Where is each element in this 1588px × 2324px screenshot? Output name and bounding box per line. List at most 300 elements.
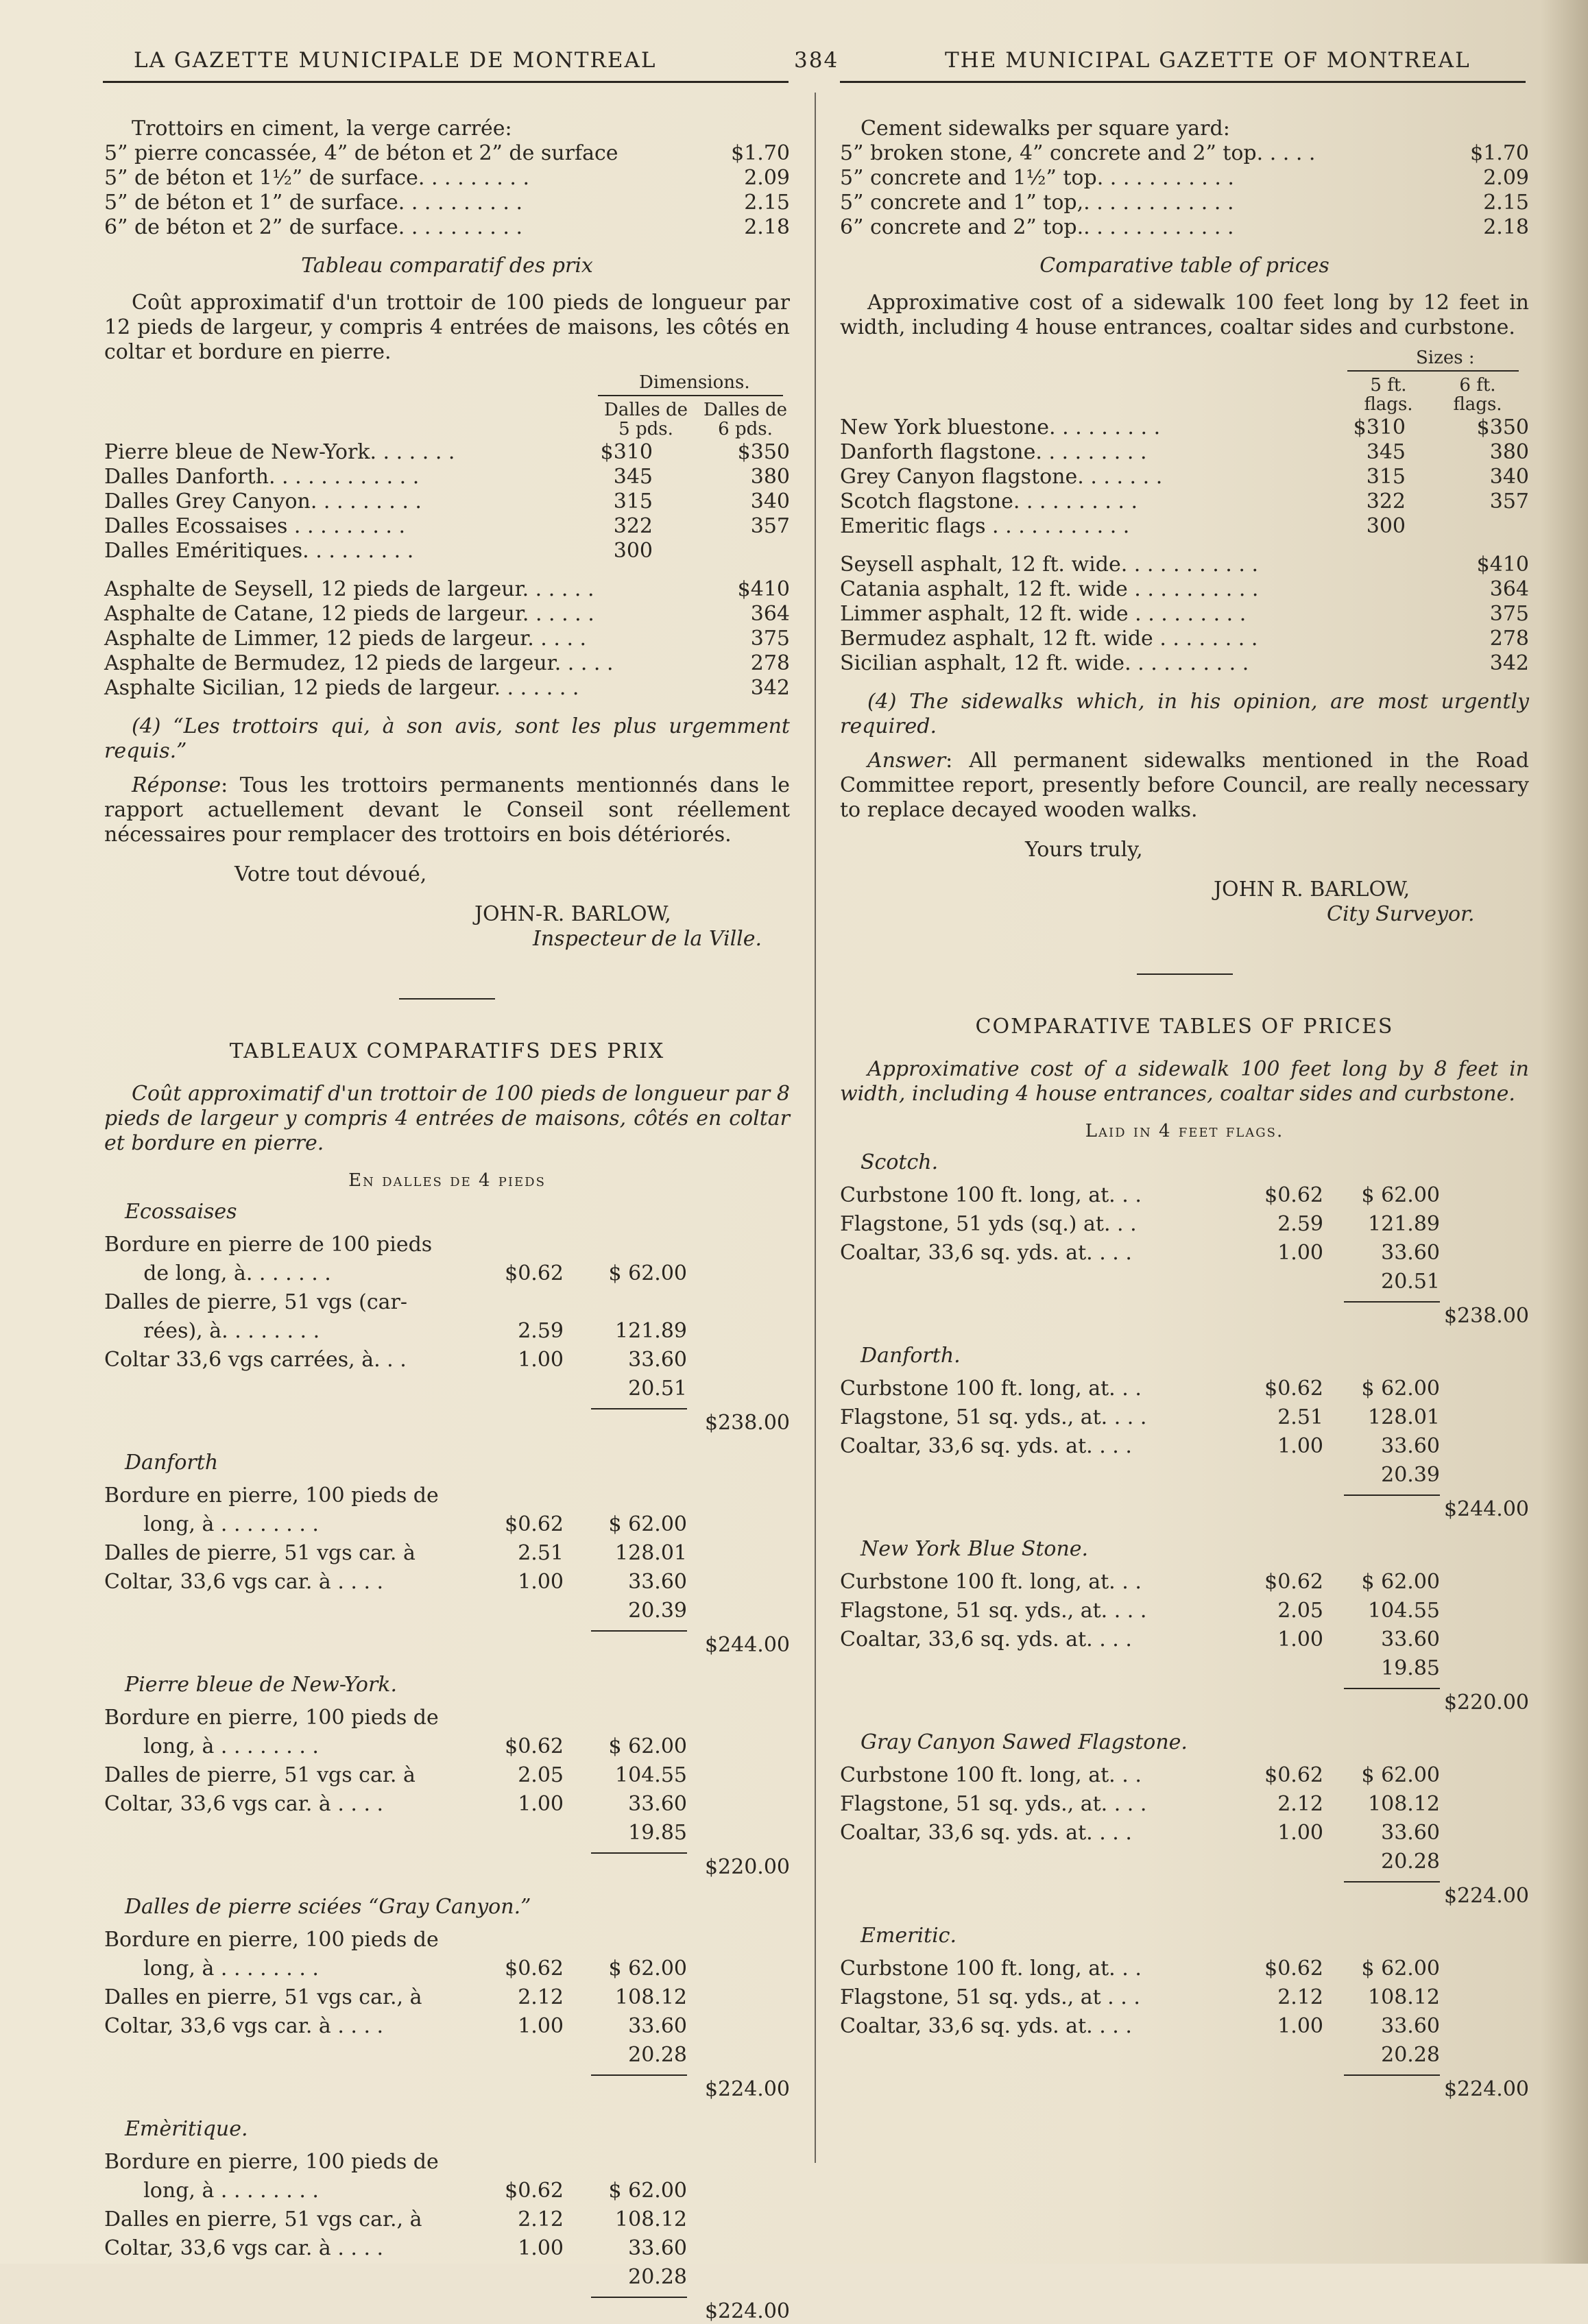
price-row-rate: 1.00 <box>1277 1434 1323 1458</box>
header-right-title: THE MUNICIPAL GAZETTE OF MONTREAL <box>945 48 1471 73</box>
price-row-rate: $0.62 <box>505 1261 564 1285</box>
price-row-rate: 1.00 <box>518 2236 564 2260</box>
stone-row-label: Dalles Grey Canyon. . . . . . . . . <box>104 489 422 513</box>
cement-row-value: 2.18 <box>744 215 790 239</box>
closing: Votre tout dévoué, <box>234 862 427 886</box>
english-column <box>840 117 1529 2099</box>
price-row <box>840 1241 1529 1270</box>
price-group-name: Emeritic. <box>861 1924 957 1948</box>
price-row-label: de long, à. . . . . . . <box>104 1261 331 1285</box>
price-row <box>104 2014 790 2043</box>
price-row-rate: 2.59 <box>518 1319 564 1343</box>
price-row <box>104 1290 790 1319</box>
price-group-name: Danforth. <box>861 1344 961 1368</box>
price-row <box>840 1405 1529 1434</box>
stone-row-b: 380 <box>1489 440 1529 464</box>
price-row-label: Coltar, 33,6 vgs car. à . . . . <box>104 2014 384 2038</box>
asphalt-row-label: Seysell asphalt, 12 ft. wide. . . . . . . . . . . <box>840 553 1258 577</box>
price-row <box>104 1599 790 1627</box>
price-row-label: Coltar, 33,6 vgs car. à . . . . <box>104 1792 384 1816</box>
cement-row-value: 2.15 <box>1483 191 1529 215</box>
price-group <box>840 1924 1529 2099</box>
price-group <box>840 1344 1529 1519</box>
price-total: $224.00 <box>704 2299 790 2323</box>
price-group-name: Pierre bleue de New-York. <box>125 1673 398 1697</box>
section-rule <box>1137 973 1233 975</box>
price-row <box>104 1792 790 1821</box>
asphalt-row-value: 342 <box>1489 651 1529 675</box>
price-row <box>104 1957 790 1985</box>
price-row-rate: 2.59 <box>1277 1212 1323 1236</box>
price-row-label: rées), à. . . . . . . . <box>104 1319 320 1343</box>
price-row <box>840 1627 1529 1656</box>
stone-row-label: Scotch flagstone. . . . . . . . . . <box>840 489 1138 513</box>
price-row-amount: 104.55 <box>1368 1599 1440 1623</box>
price-total-row <box>840 1492 1529 1519</box>
price-total: $224.00 <box>1443 2077 1529 2101</box>
price-row-amount: $ 62.00 <box>608 1261 687 1285</box>
comparative-heading: Comparative table of prices <box>1039 254 1330 278</box>
stone-row-a: 300 <box>613 539 653 563</box>
price-total: $220.00 <box>1443 1691 1529 1715</box>
asphalt-row-value: 375 <box>750 627 790 651</box>
asphalt-row-value: 278 <box>750 651 790 675</box>
dimensions-label: Dimensions. <box>639 372 750 393</box>
cement-row-label: 5” pierre concassée, 4” de béton et 2” de surface <box>104 141 618 165</box>
sum-rule <box>591 2074 687 2076</box>
cement-row-label: 5” de béton et 1” de surface. . . . . . . . . . <box>104 191 522 215</box>
price-row-rate: 2.05 <box>1277 1599 1323 1623</box>
answer-text: : Tous les trottoirs permanents mentionnés dans le rapport actuellement devant le Conseil sont réellement nécessaires pour remplacer des trottoirs en bois détériorés. <box>104 773 790 847</box>
price-row <box>104 2207 790 2236</box>
price-total: $224.00 <box>704 2077 790 2101</box>
price-group <box>840 1150 1529 1326</box>
sum-rule <box>1344 2074 1440 2076</box>
answer-label: Answer <box>867 749 946 773</box>
price-row-rate: 2.05 <box>518 1763 564 1787</box>
stone-row-b: 357 <box>750 514 790 538</box>
price-group-name: Emèritique. <box>125 2117 248 2141</box>
price-row-label: Coltar, 33,6 vgs car. à . . . . <box>104 2236 384 2260</box>
price-groups <box>840 1150 1529 2099</box>
price-group-name: Ecossaises <box>125 1200 237 1224</box>
price-row-rate: 1.00 <box>518 1792 564 1816</box>
asphalt-row-value: 364 <box>750 602 790 626</box>
price-row-label: Bordure en pierre, 100 pieds de <box>104 1706 439 1730</box>
price-row-rate: 1.00 <box>1277 1627 1323 1651</box>
price-row-rate: 1.00 <box>1277 1821 1323 1845</box>
signature: JOHN-R. BARLOW, <box>474 902 671 926</box>
stone-row-label: New York bluestone. . . . . . . . . <box>840 415 1161 439</box>
price-row-rate: $0.62 <box>505 1734 564 1758</box>
asphalt-list <box>104 577 790 701</box>
price-row-amount: 33.60 <box>628 2236 687 2260</box>
price-row-amount: 33.60 <box>1381 1434 1440 1458</box>
price-row-rate: $0.62 <box>1264 1763 1323 1787</box>
column-divider <box>815 93 816 2163</box>
sum-rule <box>591 1630 687 1632</box>
stone-row-b: 340 <box>750 489 790 513</box>
tables-intro: Approximative cost of a sidewalk 100 feet long by 8 feet in width, including 4 house entrances, coaltar sides and curbstone. <box>840 1057 1529 1106</box>
price-row <box>104 2265 790 2294</box>
asphalt-row-label: Asphalte de Bermudez, 12 pieds de largeur. . . . . <box>104 651 614 675</box>
price-row <box>840 1821 1529 1850</box>
price-row-rate: 1.00 <box>518 2014 564 2038</box>
price-row-amount: 33.60 <box>628 1348 687 1372</box>
answer-label: Réponse <box>132 773 221 797</box>
price-group-name: Danforth <box>125 1451 219 1475</box>
price-row-amount: 33.60 <box>1381 1241 1440 1265</box>
cement-row-value: 2.18 <box>1483 215 1529 239</box>
header-left-title: LA GAZETTE MUNICIPALE DE MONTREAL <box>134 48 657 73</box>
price-group <box>104 1895 790 2099</box>
header-rule-right <box>840 81 1526 83</box>
price-row-rate: 1.00 <box>518 1348 564 1372</box>
closing: Yours truly, <box>1025 838 1143 862</box>
stone-row-a: 322 <box>613 514 653 538</box>
price-total-row <box>104 1850 790 1877</box>
price-row-label: Dalles en pierre, 51 vgs car., à <box>104 2207 422 2231</box>
price-row-amount: $ 62.00 <box>1361 1570 1440 1594</box>
price-row-label: Dalles en pierre, 51 vgs car., à <box>104 1985 422 2009</box>
stone-row-a: 315 <box>1366 465 1406 489</box>
price-row-amount: 20.39 <box>628 1599 687 1623</box>
price-row-amount: 20.28 <box>1381 1850 1440 1874</box>
question-4: (4) “Les trottoirs qui, à son avis, sont les plus urgemment requis.” <box>104 714 790 763</box>
sum-rule <box>591 2297 687 2298</box>
cement-title: Cement sidewalks per square yard: <box>861 117 1230 141</box>
price-total-row <box>104 2072 790 2099</box>
price-row-label: long, à . . . . . . . . <box>104 1512 319 1536</box>
price-row-amount: $ 62.00 <box>608 1957 687 1981</box>
price-row-label: Bordure en pierre, 100 pieds de <box>104 2150 439 2174</box>
price-row-label: Curbstone 100 ft. long, at. . . <box>840 1377 1142 1401</box>
price-row-rate: 2.51 <box>518 1541 564 1565</box>
sum-rule <box>1344 1688 1440 1689</box>
dimensions-col1: 5 ft. flags. <box>1364 375 1413 415</box>
stone-row-label: Pierre bleue de New-York. . . . . . . <box>104 440 455 464</box>
price-row <box>840 1763 1529 1792</box>
section-rule <box>399 998 495 1000</box>
price-total: $224.00 <box>1443 1884 1529 1908</box>
price-row-label: Bordure en pierre, 100 pieds de <box>104 1928 439 1952</box>
price-row-amount: 33.60 <box>1381 1627 1440 1651</box>
price-total-row <box>840 2072 1529 2099</box>
asphalt-row-value: 342 <box>750 676 790 700</box>
price-row-label: Curbstone 100 ft. long, at. . . <box>840 1957 1142 1981</box>
price-row-amount: 121.89 <box>615 1319 687 1343</box>
price-group-name: Gray Canyon Sawed Flagstone. <box>861 1730 1188 1754</box>
cement-row-label: 5” concrete and 1½” top. . . . . . . . . . . <box>840 166 1234 190</box>
price-row-amount: 33.60 <box>1381 2014 1440 2038</box>
french-column <box>104 117 790 2321</box>
price-row-label: Flagstone, 51 sq. yds., at. . . . <box>840 1599 1147 1623</box>
price-group <box>104 1451 790 1655</box>
price-row-label: Flagstone, 51 sq. yds., at . . . <box>840 1985 1140 2009</box>
stone-row-a: $310 <box>1353 415 1406 439</box>
price-row <box>104 1985 790 2014</box>
stone-row-a: 315 <box>613 489 653 513</box>
cement-list <box>104 141 790 240</box>
price-row-amount: 33.60 <box>628 1570 687 1594</box>
price-group <box>840 1537 1529 1715</box>
stone-row-a: $310 <box>600 440 653 464</box>
cement-row-value: 2.09 <box>1483 166 1529 190</box>
stone-row-a: 345 <box>1366 440 1406 464</box>
price-row-rate: 2.51 <box>1277 1405 1323 1429</box>
price-row-amount: 20.28 <box>628 2043 687 2067</box>
signature-title: City Surveyor. <box>1327 902 1475 926</box>
stone-row-b: $350 <box>1476 415 1529 439</box>
sum-rule <box>1344 1494 1440 1496</box>
asphalt-row-value: $410 <box>1476 553 1529 577</box>
comparative-paragraph: Coût approximatif d'un trottoir de 100 pieds de longueur par 12 pieds de largeur, y compris 4 entrées de maisons, les côtés en coltar et bordure en pierre. <box>104 291 790 364</box>
sum-rule <box>591 1408 687 1409</box>
dimensions-brace <box>1347 370 1519 372</box>
price-row-amount: 33.60 <box>1381 1821 1440 1845</box>
price-total: $244.00 <box>704 1633 790 1657</box>
price-row <box>840 1570 1529 1599</box>
price-row-rate: $0.62 <box>505 2179 564 2203</box>
price-row <box>104 1233 790 1261</box>
stone-row-a: 322 <box>1366 489 1406 513</box>
price-row-label: Coltar, 33,6 vgs car. à . . . . <box>104 1570 384 1594</box>
stone-row-label: Grey Canyon flagstone. . . . . . . <box>840 465 1163 489</box>
cement-row-label: 5” de béton et 1½” de surface. . . . . . . . . <box>104 166 529 190</box>
price-row-amount: 20.39 <box>1381 1463 1440 1487</box>
price-row-rate: $0.62 <box>505 1957 564 1981</box>
price-row-rate: 2.12 <box>518 2207 564 2231</box>
price-total: $244.00 <box>1443 1497 1529 1521</box>
stone-row-b: $350 <box>737 440 790 464</box>
asphalt-row-label: Asphalte de Seysell, 12 pieds de largeur. . . . . . <box>104 577 594 601</box>
price-row-rate: $0.62 <box>1264 1377 1323 1401</box>
price-row <box>840 1270 1529 1298</box>
tables-heading: TABLEAUX COMPARATIFS DES PRIX <box>229 1039 665 1063</box>
price-row-label: Coaltar, 33,6 sq. yds. at. . . . <box>840 2014 1132 2038</box>
price-row-label: Dalles de pierre, 51 vgs (car- <box>104 1290 408 1314</box>
price-row-label: long, à . . . . . . . . <box>104 2179 319 2203</box>
price-row <box>840 1957 1529 1985</box>
price-row-label: Curbstone 100 ft. long, at. . . <box>840 1570 1142 1594</box>
price-row-label: Dalles de pierre, 51 vgs car. à <box>104 1541 416 1565</box>
price-row-amount: 128.01 <box>615 1541 687 1565</box>
stone-row-b: 357 <box>1489 489 1529 513</box>
price-row <box>840 2014 1529 2043</box>
price-row-amount: 20.51 <box>1381 1270 1440 1294</box>
price-row-amount: 108.12 <box>1368 1985 1440 2009</box>
price-row-amount: 19.85 <box>628 1821 687 1845</box>
price-row-amount: 20.28 <box>1381 2043 1440 2067</box>
cement-row-value: 2.09 <box>744 166 790 190</box>
asphalt-row-label: Sicilian asphalt, 12 ft. wide. . . . . . . . . . <box>840 651 1249 675</box>
asphalt-row-value: $410 <box>737 577 790 601</box>
price-row-rate: 1.00 <box>1277 1241 1323 1265</box>
dimensions-col2: 6 ft. flags. <box>1453 375 1502 415</box>
cement-title: Trottoirs en ciment, la verge carrée: <box>132 117 512 141</box>
price-row-rate: 1.00 <box>518 1570 564 1594</box>
price-row <box>104 2179 790 2207</box>
tables-heading: COMPARATIVE TABLES OF PRICES <box>975 1015 1394 1039</box>
price-row-label: Dalles de pierre, 51 vgs car. à <box>104 1763 416 1787</box>
asphalt-row-label: Bermudez asphalt, 12 ft. wide . . . . . . . . <box>840 627 1258 651</box>
price-row <box>104 1261 790 1290</box>
asphalt-row-value: 278 <box>1489 627 1529 651</box>
price-row <box>840 1599 1529 1627</box>
flags-heading: Laid in 4 feet flags. <box>1085 1121 1284 1141</box>
price-row-amount: 108.12 <box>615 2207 687 2231</box>
price-row <box>104 1377 790 1405</box>
price-row-amount: 108.12 <box>615 1985 687 2009</box>
price-row-amount: $ 62.00 <box>1361 1183 1440 1207</box>
price-row <box>104 1928 790 1957</box>
price-row <box>840 1434 1529 1463</box>
price-total: $220.00 <box>704 1855 790 1879</box>
price-row-amount: 20.51 <box>628 1377 687 1401</box>
stone-list <box>840 415 1529 539</box>
stone-row-label: Dalles Ecossaises . . . . . . . . . <box>104 514 406 538</box>
price-row <box>104 1734 790 1763</box>
price-row-label: Coaltar, 33,6 sq. yds. at. . . . <box>840 1821 1132 1845</box>
price-row <box>840 1212 1529 1241</box>
price-row <box>104 1570 790 1599</box>
price-row <box>104 1319 790 1348</box>
price-row <box>840 1850 1529 1878</box>
price-row <box>840 1377 1529 1405</box>
price-row <box>104 2150 790 2179</box>
price-row-rate: 1.00 <box>1277 2014 1323 2038</box>
sum-rule <box>1344 1881 1440 1883</box>
asphalt-row-value: 375 <box>1489 602 1529 626</box>
answer-paragraph <box>840 749 1529 823</box>
flags-heading: En dalles de 4 pieds <box>348 1170 546 1191</box>
comparative-paragraph: Approximative cost of a sidewalk 100 feet long by 12 feet in width, including 4 house entrances, coaltar sides and curbstone. <box>840 291 1529 339</box>
price-row-amount: 104.55 <box>615 1763 687 1787</box>
price-row-amount: 20.28 <box>628 2265 687 2289</box>
price-total-row <box>104 2294 790 2321</box>
price-total-row <box>840 1685 1529 1715</box>
price-row <box>104 1484 790 1512</box>
stone-row-b: 340 <box>1489 465 1529 489</box>
price-row-amount: 33.60 <box>628 2014 687 2038</box>
signature: JOHN R. BARLOW, <box>1214 877 1410 901</box>
signature-title: Inspecteur de la Ville. <box>533 927 762 951</box>
asphalt-row-label: Asphalte de Limmer, 12 pieds de largeur. . . . . <box>104 627 587 651</box>
sum-rule <box>591 1852 687 1854</box>
price-row-label: Coaltar, 33,6 sq. yds. at. . . . <box>840 1627 1132 1651</box>
price-row-label: Curbstone 100 ft. long, at. . . <box>840 1763 1142 1787</box>
price-row-amount: 33.60 <box>628 1792 687 1816</box>
price-total-row <box>104 1405 790 1433</box>
stone-list <box>104 440 790 564</box>
price-row-label: Coaltar, 33,6 sq. yds. at. . . . <box>840 1241 1132 1265</box>
cement-row-label: 6” concrete and 2” top.. . . . . . . . . . . . <box>840 215 1234 239</box>
cement-row-label: 5” broken stone, 4” concrete and 2” top. . . . . <box>840 141 1316 165</box>
question-4: (4) The sidewalks which, in his opinion, are most urgently required. <box>840 690 1529 738</box>
cement-row-label: 5” concrete and 1” top,. . . . . . . . . . . . <box>840 191 1234 215</box>
price-row <box>104 1821 790 1850</box>
price-row-label: Flagstone, 51 sq. yds., at. . . . <box>840 1792 1147 1816</box>
price-total-row <box>840 1298 1529 1326</box>
stone-row-a: 300 <box>1366 514 1406 538</box>
price-row <box>104 1541 790 1570</box>
price-row-label: Bordure en pierre, 100 pieds de <box>104 1484 439 1508</box>
price-group-name: Scotch. <box>861 1150 939 1174</box>
tables-intro: Coût approximatif d'un trottoir de 100 pieds de longueur par 8 pieds de largeur y compris 4 entrées de maisons, côtés en coltar et bordure en pierre. <box>104 1082 790 1155</box>
price-row-amount: 108.12 <box>1368 1792 1440 1816</box>
price-row-amount: $ 62.00 <box>608 1512 687 1536</box>
price-groups <box>104 1200 790 2321</box>
asphalt-row-label: Asphalte Sicilian, 12 pieds de largeur. . . . . . . <box>104 676 579 700</box>
cement-list <box>840 141 1529 240</box>
price-total-row <box>840 1878 1529 1906</box>
asphalt-row-label: Limmer asphalt, 12 ft. wide . . . . . . . . . <box>840 602 1247 626</box>
price-row-rate: 2.12 <box>1277 1792 1323 1816</box>
cement-row-value: $1.70 <box>1470 141 1529 165</box>
price-row <box>104 2236 790 2265</box>
price-row-rate: $0.62 <box>1264 1570 1323 1594</box>
stone-row-label: Emeritic flags . . . . . . . . . . . <box>840 514 1130 538</box>
price-row <box>840 1463 1529 1492</box>
price-total: $238.00 <box>704 1411 790 1435</box>
stone-row-a: 345 <box>613 465 653 489</box>
cement-row-value: 2.15 <box>744 191 790 215</box>
price-row <box>104 1706 790 1734</box>
price-row <box>104 2043 790 2072</box>
stone-row-b: 380 <box>750 465 790 489</box>
price-row-rate: 2.12 <box>1277 1985 1323 2009</box>
price-row <box>840 2043 1529 2072</box>
comparative-heading: Tableau comparatif des prix <box>301 254 593 278</box>
price-row <box>840 1183 1529 1212</box>
price-row-rate: $0.62 <box>1264 1957 1323 1981</box>
stone-row-label: Dalles Danforth. . . . . . . . . . . . <box>104 465 420 489</box>
cement-row-label: 6” de béton et 2” de surface. . . . . . . . . . <box>104 215 522 239</box>
price-row-label: Flagstone, 51 sq. yds., at. . . . <box>840 1405 1147 1429</box>
price-row <box>104 1763 790 1792</box>
dimensions-brace <box>598 395 783 396</box>
price-group <box>104 1200 790 1433</box>
price-row-label: long, à . . . . . . . . <box>104 1734 319 1758</box>
asphalt-row-label: Catania asphalt, 12 ft. wide . . . . . . . . . . <box>840 577 1259 601</box>
price-row <box>840 1985 1529 2014</box>
dimensions-label: Sizes : <box>1416 348 1475 368</box>
price-row-label: Coaltar, 33,6 sq. yds. at. . . . <box>840 1434 1132 1458</box>
dimensions-header <box>840 340 1529 415</box>
price-row-rate: $0.62 <box>505 1512 564 1536</box>
price-row <box>104 1512 790 1541</box>
header-rule-left <box>103 81 789 83</box>
price-row <box>840 1792 1529 1821</box>
dimensions-col2: Dalles de 6 pds. <box>703 400 787 439</box>
price-row-amount: $ 62.00 <box>1361 1763 1440 1787</box>
price-row-rate: 2.12 <box>518 1985 564 2009</box>
price-row-label: long, à . . . . . . . . <box>104 1957 319 1981</box>
price-row-label: Bordure en pierre de 100 pieds <box>104 1233 433 1257</box>
price-group <box>840 1730 1529 1906</box>
price-group <box>104 1673 790 1877</box>
stone-row-label: Danforth flagstone. . . . . . . . . <box>840 440 1147 464</box>
price-row-label: Curbstone 100 ft. long, at. . . <box>840 1183 1142 1207</box>
price-row <box>840 1656 1529 1685</box>
asphalt-row-label: Asphalte de Catane, 12 pieds de largeur. . . . . . <box>104 602 594 626</box>
price-row-rate: $0.62 <box>1264 1183 1323 1207</box>
price-row-amount: 19.85 <box>1381 1656 1440 1680</box>
price-row-label: Coltar 33,6 vgs carrées, à. . . <box>104 1348 407 1372</box>
price-row-amount: $ 62.00 <box>608 2179 687 2203</box>
price-group <box>104 2117 790 2321</box>
price-row-amount: $ 62.00 <box>1361 1957 1440 1981</box>
